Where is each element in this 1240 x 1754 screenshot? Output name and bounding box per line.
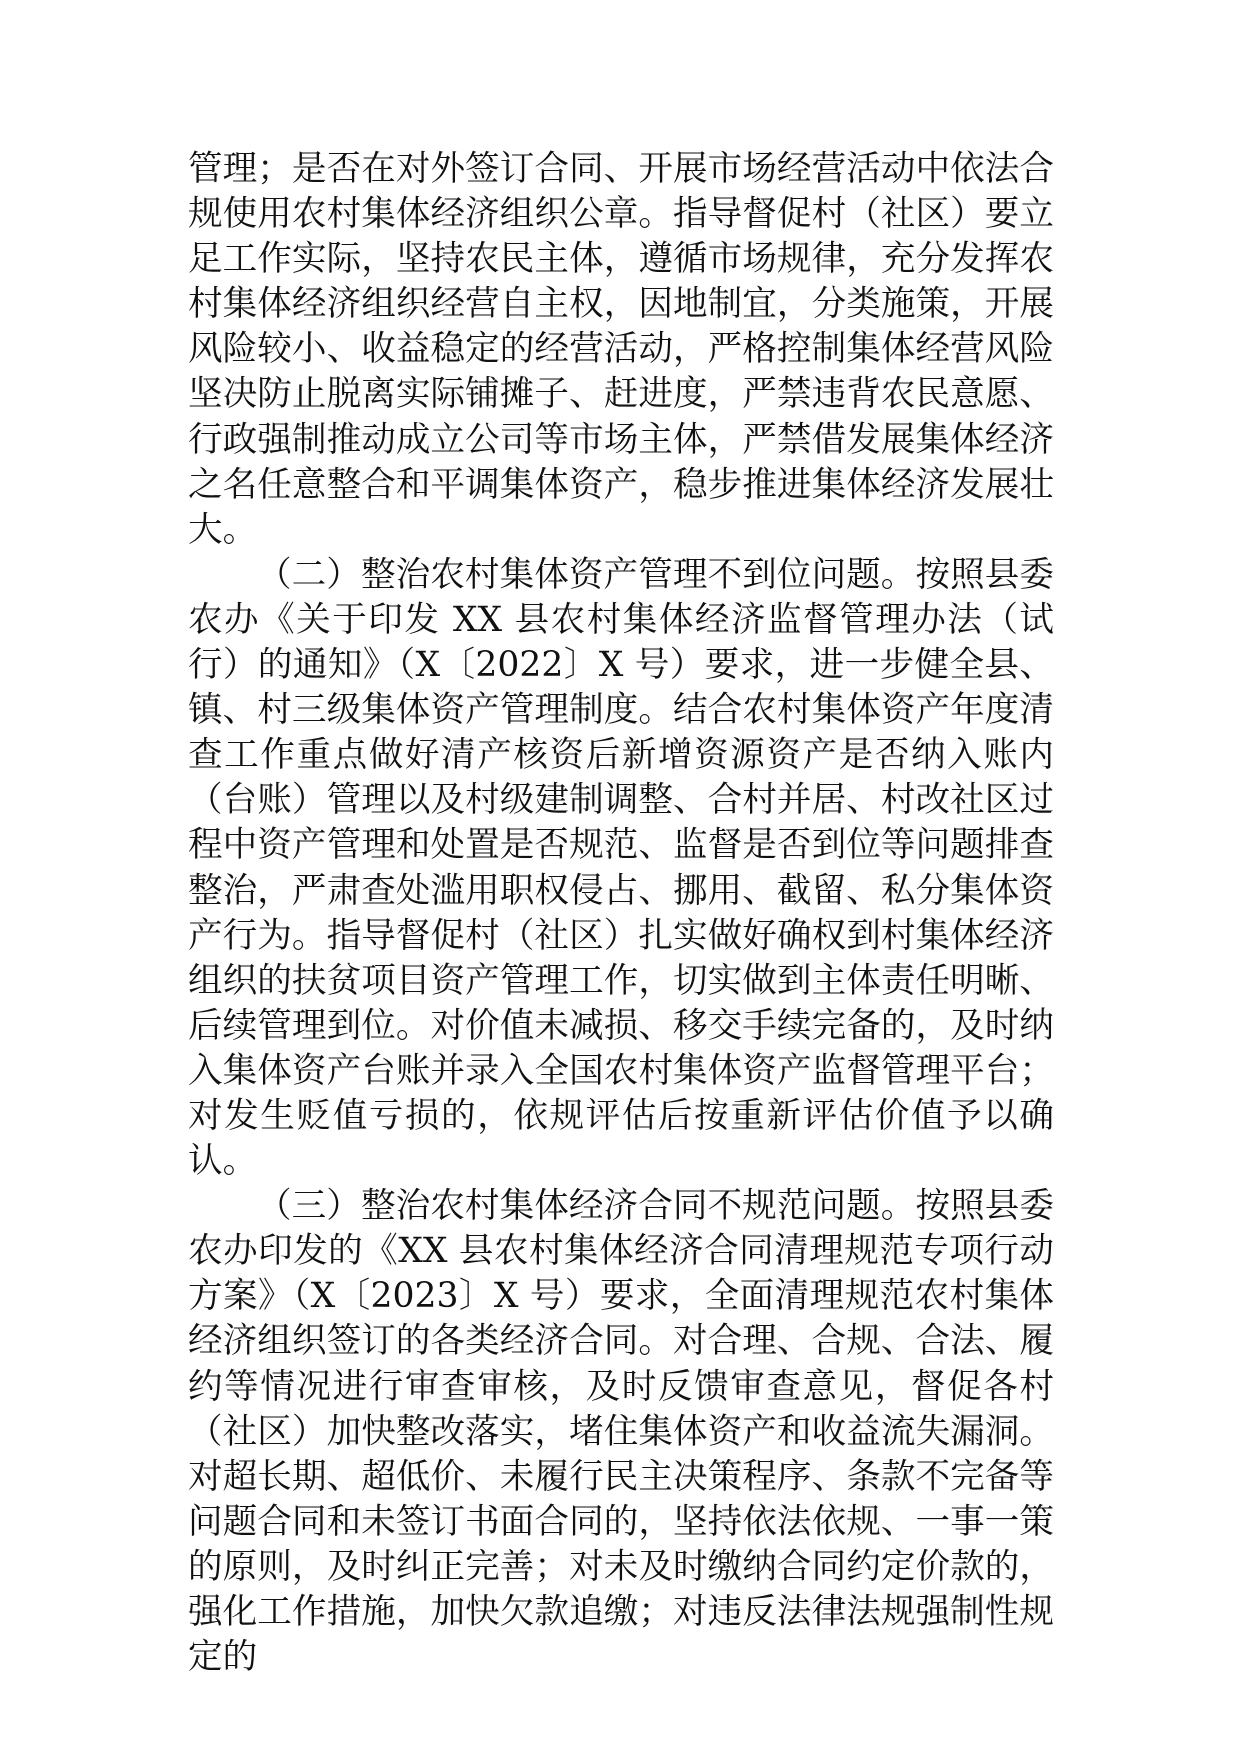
paragraph-section-three: （三）整治农村集体经济合同不规范问题。按照县委农办印发的《XX 县农村集体经济合同清理规范专项行动方案》（X〔2023〕X 号）要求，全面清理规范农村集体经济组织签订的各类经济合同。对合理、合规、合法、履约等情况进行审查审核，及时反馈审查意见，督促各村（社区）加快整改落实，堵住集体资产和收益流失漏洞。对超长期、超低价、未履行民主决策程序、条款不完备等问题合同和未签订书面合同的，坚持依法依规、一事一策的原则，及时纠正完善；对未及时缴纳合同约定价款的，强化工作措施，加快欠款追缴；对违反法律法规强制性规定的 <box>188 1186 1054 1678</box>
paragraph-continuation: 管理；是否在对外签订合同、开展市场经营活动中依法合规使用农村集体经济组织公章。指导督促村（社区）要立足工作实际，坚持农民主体，遵循市场规律，充分发挥农村集体经济组织经营自主权，因地制宜，分类施策，开展风险较小、收益稳定的经营活动，严格控制集体经营风险坚决防止脱离实际铺摊子、赶进度，严禁违背农民意愿、行政强制推动成立公司等市场主体，严禁借发展集体经济之名任意整合和平调集体资产，稳步推进集体经济发展壮大。 <box>188 149 1054 550</box>
paragraph-section-two: （二）整治农村集体资产管理不到位问题。按照县委农办《关于印发 XX 县农村集体经济监督管理办法（试行）的通知》（X〔2022〕X 号）要求，进一步健全县、镇、村三级集体资产管理制度。结合农村集体资产年度清查工作重点做好清产核资后新增资源资产是否纳入账内（台账）管理以及村级建制调整、合村并居、村改社区过程中资产管理和处置是否规范、监督是否到位等问题排查整治，严肃查处滥用职权侵占、挪用、截留、私分集体资产行为。指导督促村（社区）扎实做好确权到村集体经济组织的扶贫项目资产管理工作，切实做到主体责任明晰、后续管理到位。对价值未减损、移交手续完备的，及时纳入集体资产台账并录入全国农村集体资产监督管理平台；对发生贬值亏损的，依规评估后按重新评估价值予以确认。 <box>188 554 1054 1182</box>
document-body <box>188 147 1054 1680</box>
